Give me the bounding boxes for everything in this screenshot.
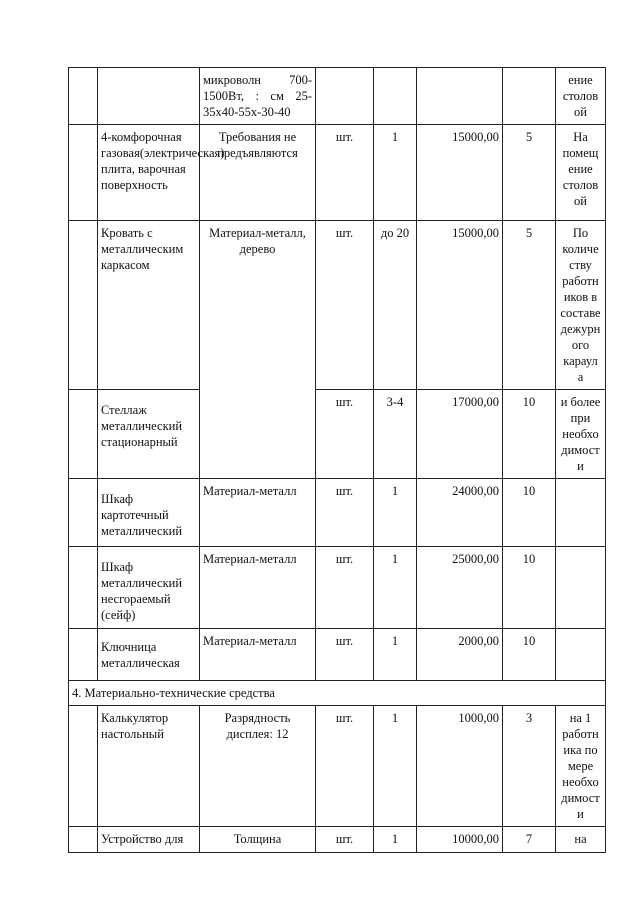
table-row: [69, 479, 606, 547]
qty-cell: [374, 68, 417, 125]
price-cell: 25000,00: [417, 547, 503, 629]
term-cell: 7: [503, 827, 556, 853]
spec-cell: Материал-металл: [200, 547, 316, 629]
table-row: [69, 547, 606, 629]
item-name-cell: Шкаф металлический несгораемый (сейф): [98, 547, 200, 629]
spec-cell: Разрядность дисплея: 12: [200, 706, 316, 827]
unit-cell: [316, 68, 374, 125]
table-row: [69, 125, 606, 221]
number-cell: [69, 221, 98, 390]
spec-cell: Материал-металл: [200, 479, 316, 547]
note-cell: На помещ ение столов ой: [556, 125, 606, 221]
qty-cell: 3-4: [374, 390, 417, 479]
unit-cell: шт.: [316, 221, 374, 390]
qty-cell: до 20: [374, 221, 417, 390]
term-cell: 10: [503, 479, 556, 547]
equipment-table: [68, 67, 606, 853]
item-name-cell: Кровать с металлическим каркасом: [98, 221, 200, 390]
note-cell: По количе ству работн иков в составе дежурн ого караул а: [556, 221, 606, 390]
price-cell: 15000,00: [417, 221, 503, 390]
note-cell: на 1 работн ика по мере необхо димост и: [556, 706, 606, 827]
table-row: [69, 221, 606, 390]
section-row: [69, 681, 606, 706]
unit-cell: шт.: [316, 706, 374, 827]
item-name-cell: Ключница металлическая: [98, 629, 200, 681]
spec-cell: Толщина: [200, 827, 316, 853]
number-cell: [69, 125, 98, 221]
unit-cell: шт.: [316, 629, 374, 681]
term-cell: 5: [503, 125, 556, 221]
price-cell: 15000,00: [417, 125, 503, 221]
qty-cell: 1: [374, 827, 417, 853]
term-cell: 5: [503, 221, 556, 390]
note-cell: [556, 547, 606, 629]
note-cell: на: [556, 827, 606, 853]
note-cell: [556, 629, 606, 681]
unit-cell: шт.: [316, 479, 374, 547]
term-cell: 3: [503, 706, 556, 827]
item-name-cell: 4-комфорочная газовая(электрическая) плита, варочная поверхность: [98, 125, 200, 221]
table-row: [69, 68, 606, 125]
term-cell: 10: [503, 547, 556, 629]
term-cell: 10: [503, 629, 556, 681]
qty-cell: 1: [374, 629, 417, 681]
spec-cell: Материал-металл: [200, 629, 316, 681]
item-name-cell: Устройство для: [98, 827, 200, 853]
spec-cell: Требования не предъявляются: [200, 125, 316, 221]
unit-cell: шт.: [316, 390, 374, 479]
term-cell: [503, 68, 556, 125]
price-cell: 17000,00: [417, 390, 503, 479]
price-cell: 24000,00: [417, 479, 503, 547]
note-cell: и более при необхо димост и: [556, 390, 606, 479]
qty-cell: 1: [374, 706, 417, 827]
spec-cell: микроволн 700-1500Вт, : см 25-35х40-55х-30-40: [200, 68, 316, 125]
unit-cell: шт.: [316, 125, 374, 221]
qty-cell: 1: [374, 479, 417, 547]
unit-cell: шт.: [316, 547, 374, 629]
price-cell: 2000,00: [417, 629, 503, 681]
number-cell: [69, 827, 98, 853]
item-name-cell: [98, 68, 200, 125]
note-cell: [556, 479, 606, 547]
price-cell: [417, 68, 503, 125]
table-row: [69, 827, 606, 853]
price-cell: 10000,00: [417, 827, 503, 853]
unit-cell: шт.: [316, 827, 374, 853]
number-cell: [69, 706, 98, 827]
number-cell: [69, 629, 98, 681]
number-cell: [69, 547, 98, 629]
table-row: [69, 706, 606, 827]
item-name-cell: Стеллаж металлический стационарный: [98, 390, 200, 479]
spec-cell: Материал-металл, дерево: [200, 221, 316, 479]
item-name-cell: Калькулятор настольный: [98, 706, 200, 827]
table-row: [69, 629, 606, 681]
term-cell: 10: [503, 390, 556, 479]
number-cell: [69, 479, 98, 547]
number-cell: [69, 390, 98, 479]
section-title: 4. Материально-технические средства: [69, 681, 606, 706]
qty-cell: 1: [374, 125, 417, 221]
item-name-cell: Шкаф картотечный металлический: [98, 479, 200, 547]
note-cell: ение столов ой: [556, 68, 606, 125]
price-cell: 1000,00: [417, 706, 503, 827]
qty-cell: 1: [374, 547, 417, 629]
number-cell: [69, 68, 98, 125]
table-row: [69, 390, 606, 479]
